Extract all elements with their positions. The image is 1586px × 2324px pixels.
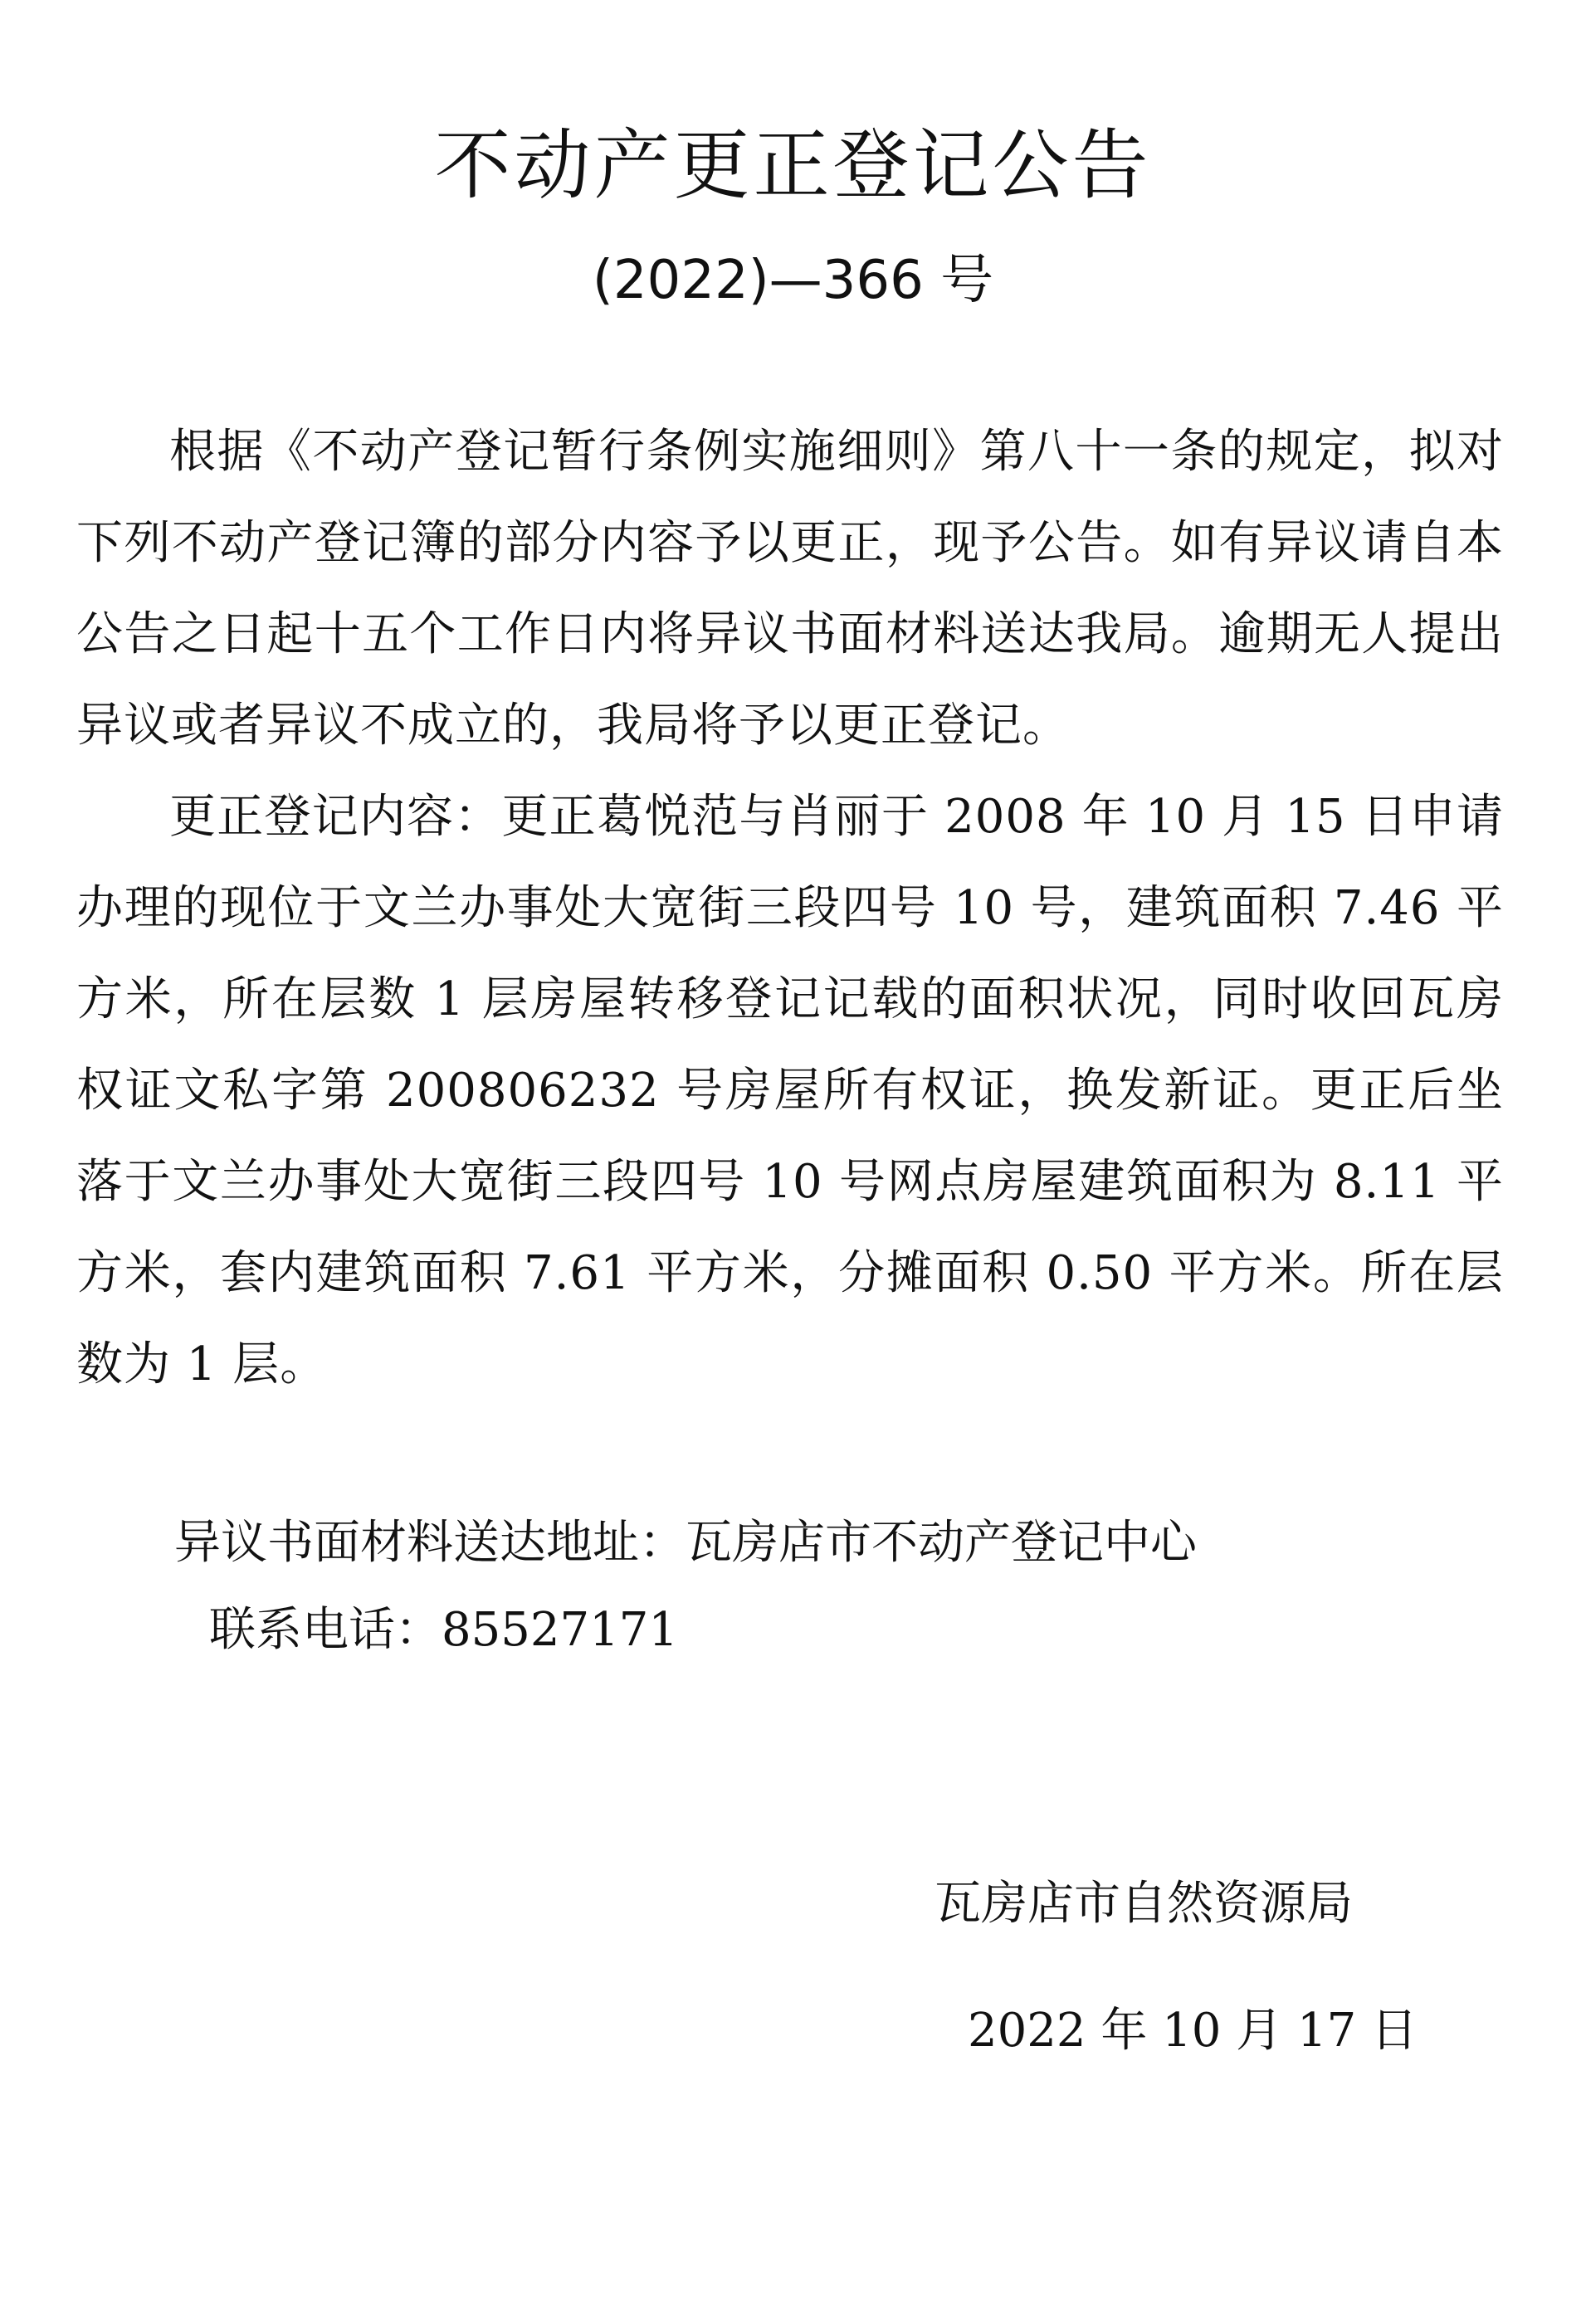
notice-body bbox=[76, 407, 1504, 1410]
contact-phone: 联系电话：85527171 bbox=[209, 1603, 679, 1657]
issue-date: 2022 年 10 月 17 日 bbox=[968, 2004, 1418, 2058]
notice-number: (2022)—366 号 bbox=[592, 250, 994, 311]
body-paragraph-legal-basis: 根据《不动产登记暂行条例实施细则》第八十一条的规定，拟对下列不动产登记簿的部分内容予以更正，现予公告。如有异议请自本公告之日起十五个工作日内将异议书面材料送达我局。逾期无人提出异议或者异议不成立的，我局将予以更正登记。 bbox=[76, 425, 1504, 753]
body-paragraph-correction-content: 更正登记内容：更正葛悦范与肖丽于 2008 年 10 月 15 日申请办理的现位于文兰办事处大宽街三段四号 10 号，建筑面积 7.46 平方米，所在层数 1 层房屋转移登记记载的面积状况，同时收回瓦房权证文私字第 200806232 号房屋所有权证，换发新证。更正后坐落于文兰办事处大宽街三段四号 10 号网点房屋建筑面积为 8.11 平方米，套内建筑面积 7.61 平方米，分摊面积 0.50 平方米。所在层数为 1 层。 bbox=[76, 790, 1504, 1391]
issuing-organization: 瓦房店市自然资源局 bbox=[935, 1877, 1353, 1931]
objection-address: 异议书面材料送达地址：瓦房店市不动产登记中心 bbox=[174, 1516, 1197, 1570]
notice-title: 不动产更正登记公告 bbox=[434, 121, 1152, 210]
